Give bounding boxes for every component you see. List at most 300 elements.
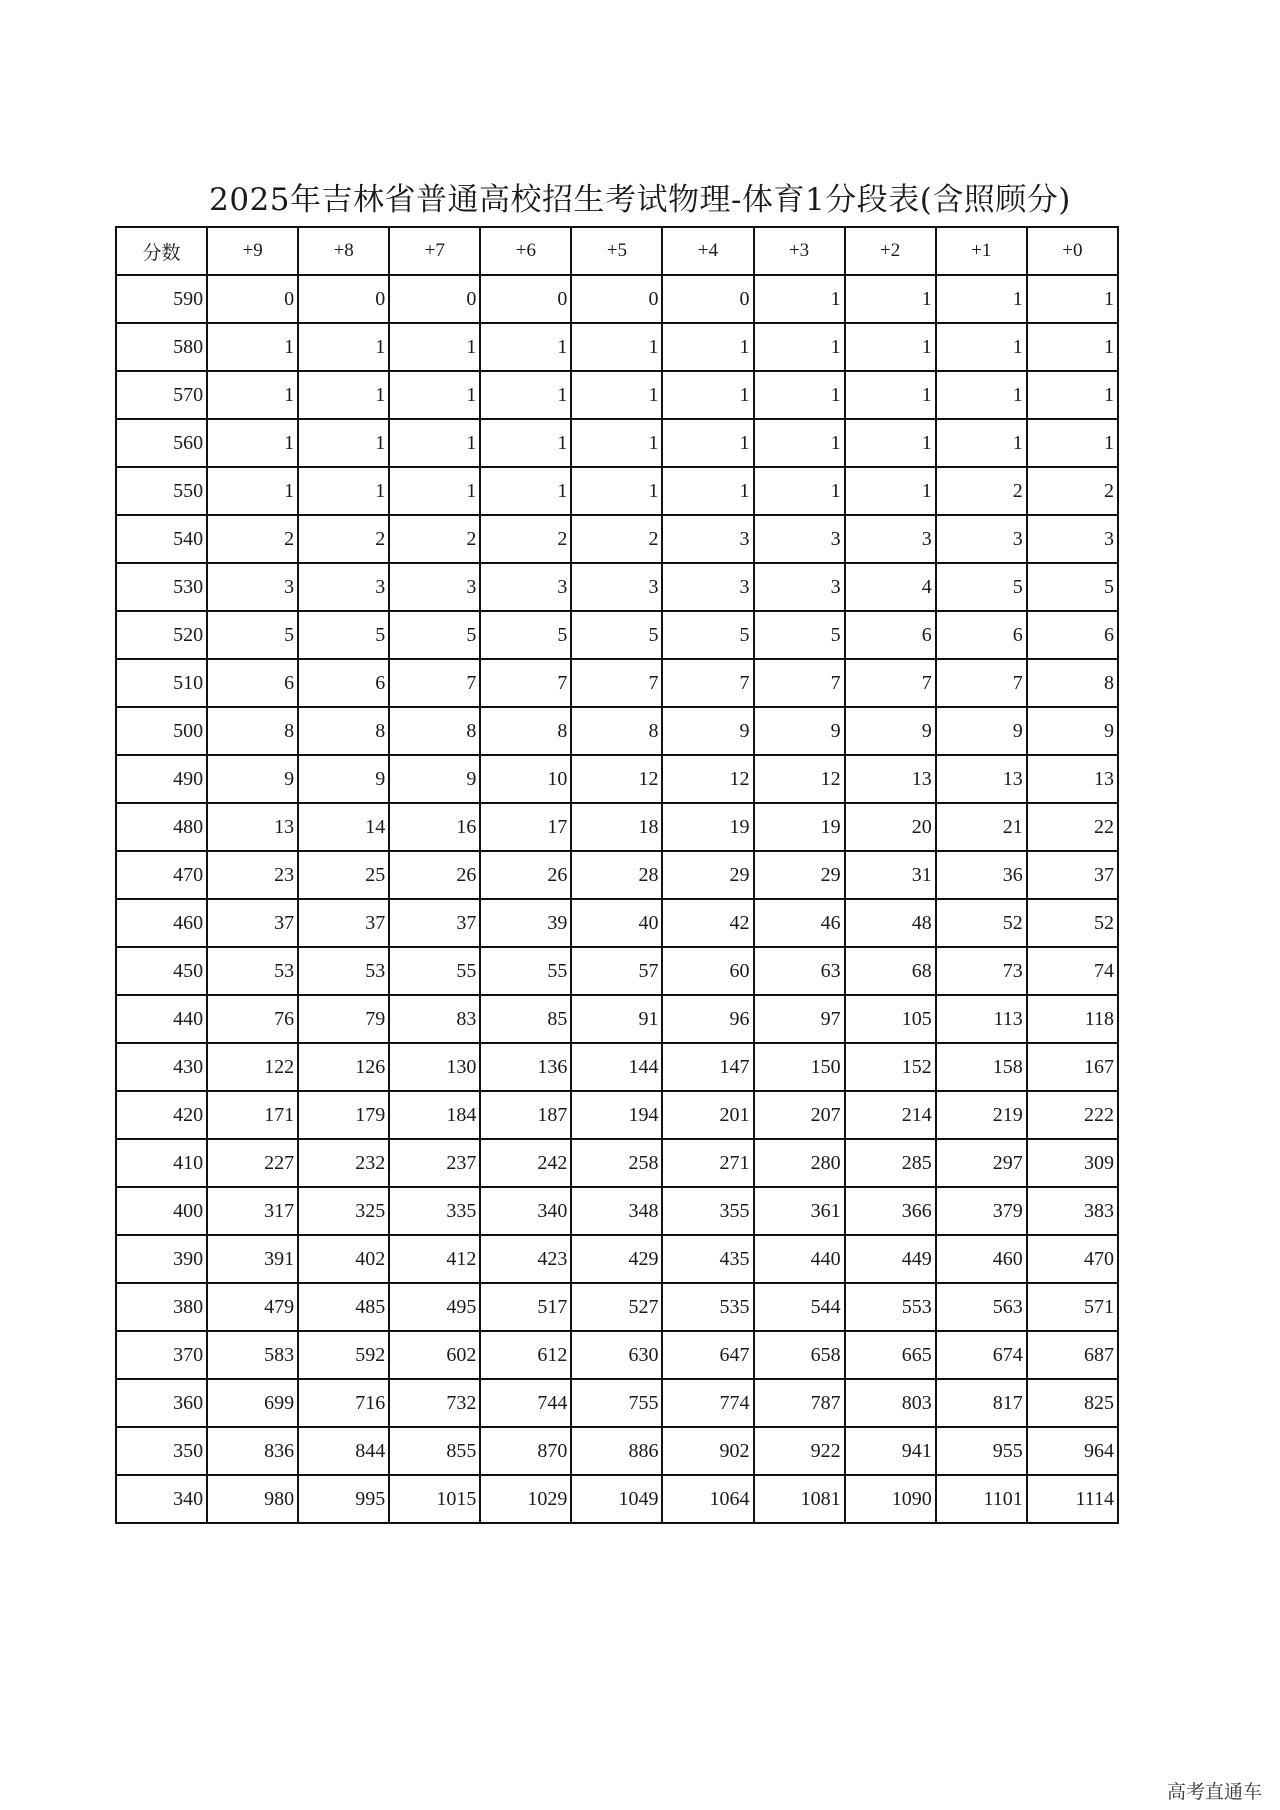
- count-cell: 563: [936, 1283, 1027, 1331]
- table-body: [116, 275, 1118, 1523]
- count-cell: 63: [754, 947, 845, 995]
- count-cell: 6: [298, 659, 389, 707]
- score-cell: 530: [116, 563, 207, 611]
- count-cell: 379: [936, 1187, 1027, 1235]
- count-cell: 23: [207, 851, 298, 899]
- count-cell: 3: [207, 563, 298, 611]
- count-cell: 17: [480, 803, 571, 851]
- count-cell: 2: [298, 515, 389, 563]
- count-cell: 242: [480, 1139, 571, 1187]
- count-cell: 26: [389, 851, 480, 899]
- count-cell: 12: [662, 755, 753, 803]
- count-cell: 348: [571, 1187, 662, 1235]
- count-cell: 8: [1027, 659, 1118, 707]
- count-cell: 571: [1027, 1283, 1118, 1331]
- count-cell: 85: [480, 995, 571, 1043]
- count-cell: 21: [936, 803, 1027, 851]
- count-cell: 402: [298, 1235, 389, 1283]
- count-cell: 19: [754, 803, 845, 851]
- table-row: [116, 563, 1118, 611]
- count-cell: 40: [571, 899, 662, 947]
- count-cell: 9: [662, 707, 753, 755]
- count-cell: 732: [389, 1379, 480, 1427]
- table-row: [116, 275, 1118, 323]
- count-cell: 5: [480, 611, 571, 659]
- count-cell: 3: [845, 515, 936, 563]
- count-cell: 271: [662, 1139, 753, 1187]
- count-cell: 1: [298, 467, 389, 515]
- page-title: 2025年吉林省普通高校招生考试物理-体育1分段表(含照顾分): [209, 182, 1071, 218]
- count-cell: 1: [480, 467, 571, 515]
- count-cell: 1: [754, 371, 845, 419]
- count-cell: 3: [936, 515, 1027, 563]
- count-cell: 1: [207, 419, 298, 467]
- count-cell: 902: [662, 1427, 753, 1475]
- count-cell: 440: [754, 1235, 845, 1283]
- count-cell: 1: [1027, 419, 1118, 467]
- count-cell: 187: [480, 1091, 571, 1139]
- count-cell: 232: [298, 1139, 389, 1187]
- count-cell: 13: [1027, 755, 1118, 803]
- count-cell: 941: [845, 1427, 936, 1475]
- count-cell: 1: [480, 323, 571, 371]
- count-cell: 1: [1027, 275, 1118, 323]
- count-cell: 237: [389, 1139, 480, 1187]
- table-row: [116, 947, 1118, 995]
- count-cell: 2: [936, 467, 1027, 515]
- count-cell: 5: [936, 563, 1027, 611]
- count-cell: 553: [845, 1283, 936, 1331]
- count-cell: 3: [571, 563, 662, 611]
- table-row: [116, 1331, 1118, 1379]
- count-cell: 13: [207, 803, 298, 851]
- count-cell: 1: [571, 419, 662, 467]
- header-score: 分数: [116, 227, 207, 275]
- score-cell: 390: [116, 1235, 207, 1283]
- count-cell: 10: [480, 755, 571, 803]
- table-row: [116, 1235, 1118, 1283]
- count-cell: 68: [845, 947, 936, 995]
- count-cell: 2: [207, 515, 298, 563]
- count-cell: 1: [936, 323, 1027, 371]
- count-cell: 53: [207, 947, 298, 995]
- score-cell: 380: [116, 1283, 207, 1331]
- count-cell: 3: [754, 515, 845, 563]
- table-row: [116, 1187, 1118, 1235]
- score-cell: 360: [116, 1379, 207, 1427]
- count-cell: 31: [845, 851, 936, 899]
- count-cell: 6: [1027, 611, 1118, 659]
- count-cell: 1015: [389, 1475, 480, 1523]
- count-cell: 57: [571, 947, 662, 995]
- header-bonus-4: +6: [480, 227, 571, 275]
- count-cell: 435: [662, 1235, 753, 1283]
- table-row: [116, 1379, 1118, 1427]
- count-cell: 42: [662, 899, 753, 947]
- header-bonus-5: +5: [571, 227, 662, 275]
- count-cell: 29: [662, 851, 753, 899]
- count-cell: 870: [480, 1427, 571, 1475]
- count-cell: 1: [571, 323, 662, 371]
- count-cell: 60: [662, 947, 753, 995]
- score-cell: 420: [116, 1091, 207, 1139]
- score-cell: 440: [116, 995, 207, 1043]
- count-cell: 1: [662, 467, 753, 515]
- table-row: [116, 995, 1118, 1043]
- count-cell: 1: [754, 419, 845, 467]
- count-cell: 3: [298, 563, 389, 611]
- count-cell: 592: [298, 1331, 389, 1379]
- score-cell: 580: [116, 323, 207, 371]
- count-cell: 113: [936, 995, 1027, 1043]
- score-cell: 430: [116, 1043, 207, 1091]
- count-cell: 470: [1027, 1235, 1118, 1283]
- count-cell: 36: [936, 851, 1027, 899]
- count-cell: 37: [1027, 851, 1118, 899]
- count-cell: 74: [1027, 947, 1118, 995]
- count-cell: 0: [389, 275, 480, 323]
- score-cell: 570: [116, 371, 207, 419]
- count-cell: 53: [298, 947, 389, 995]
- count-cell: 171: [207, 1091, 298, 1139]
- count-cell: 3: [754, 563, 845, 611]
- count-cell: 699: [207, 1379, 298, 1427]
- count-cell: 5: [1027, 563, 1118, 611]
- count-cell: 194: [571, 1091, 662, 1139]
- header-bonus-8: +2: [845, 227, 936, 275]
- table-row: [116, 1283, 1118, 1331]
- watermark: 高考直通车: [1166, 1781, 1262, 1803]
- table-row: [116, 851, 1118, 899]
- count-cell: 1: [1027, 371, 1118, 419]
- count-cell: 583: [207, 1331, 298, 1379]
- count-cell: 7: [845, 659, 936, 707]
- count-cell: 1029: [480, 1475, 571, 1523]
- count-cell: 8: [298, 707, 389, 755]
- count-cell: 817: [936, 1379, 1027, 1427]
- count-cell: 1: [754, 467, 845, 515]
- header-row: [116, 227, 1118, 275]
- count-cell: 179: [298, 1091, 389, 1139]
- count-cell: 48: [845, 899, 936, 947]
- count-cell: 1: [298, 323, 389, 371]
- count-cell: 9: [1027, 707, 1118, 755]
- score-cell: 520: [116, 611, 207, 659]
- score-cell: 450: [116, 947, 207, 995]
- count-cell: 1: [207, 371, 298, 419]
- count-cell: 76: [207, 995, 298, 1043]
- count-cell: 97: [754, 995, 845, 1043]
- count-cell: 744: [480, 1379, 571, 1427]
- table-row: [116, 419, 1118, 467]
- count-cell: 9: [389, 755, 480, 803]
- count-cell: 1: [571, 371, 662, 419]
- count-cell: 1: [936, 419, 1027, 467]
- count-cell: 13: [936, 755, 1027, 803]
- count-cell: 52: [936, 899, 1027, 947]
- score-distribution-table: [115, 226, 1119, 1524]
- score-cell: 340: [116, 1475, 207, 1523]
- score-cell: 480: [116, 803, 207, 851]
- count-cell: 855: [389, 1427, 480, 1475]
- count-cell: 8: [389, 707, 480, 755]
- count-cell: 340: [480, 1187, 571, 1235]
- header-bonus-7: +3: [754, 227, 845, 275]
- table-row: [116, 1043, 1118, 1091]
- count-cell: 844: [298, 1427, 389, 1475]
- count-cell: 91: [571, 995, 662, 1043]
- count-cell: 52: [1027, 899, 1118, 947]
- count-cell: 527: [571, 1283, 662, 1331]
- count-cell: 1: [480, 371, 571, 419]
- count-cell: 886: [571, 1427, 662, 1475]
- count-cell: 158: [936, 1043, 1027, 1091]
- count-cell: 46: [754, 899, 845, 947]
- count-cell: 5: [754, 611, 845, 659]
- count-cell: 964: [1027, 1427, 1118, 1475]
- count-cell: 317: [207, 1187, 298, 1235]
- header-bonus-1: +9: [207, 227, 298, 275]
- count-cell: 3: [1027, 515, 1118, 563]
- count-cell: 2: [480, 515, 571, 563]
- count-cell: 479: [207, 1283, 298, 1331]
- count-cell: 214: [845, 1091, 936, 1139]
- count-cell: 6: [936, 611, 1027, 659]
- count-cell: 227: [207, 1139, 298, 1187]
- count-cell: 1: [936, 371, 1027, 419]
- count-cell: 1090: [845, 1475, 936, 1523]
- score-cell: 460: [116, 899, 207, 947]
- count-cell: 37: [298, 899, 389, 947]
- count-cell: 1: [571, 467, 662, 515]
- count-cell: 37: [207, 899, 298, 947]
- count-cell: 423: [480, 1235, 571, 1283]
- count-cell: 7: [936, 659, 1027, 707]
- count-cell: 55: [389, 947, 480, 995]
- count-cell: 412: [389, 1235, 480, 1283]
- table-row: [116, 467, 1118, 515]
- count-cell: 517: [480, 1283, 571, 1331]
- count-cell: 922: [754, 1427, 845, 1475]
- count-cell: 1: [662, 419, 753, 467]
- count-cell: 630: [571, 1331, 662, 1379]
- count-cell: 955: [936, 1427, 1027, 1475]
- count-cell: 280: [754, 1139, 845, 1187]
- count-cell: 0: [207, 275, 298, 323]
- count-cell: 1: [480, 419, 571, 467]
- count-cell: 716: [298, 1379, 389, 1427]
- count-cell: 995: [298, 1475, 389, 1523]
- count-cell: 25: [298, 851, 389, 899]
- count-cell: 1114: [1027, 1475, 1118, 1523]
- count-cell: 361: [754, 1187, 845, 1235]
- table-row: [116, 1139, 1118, 1187]
- count-cell: 14: [298, 803, 389, 851]
- count-cell: 3: [662, 563, 753, 611]
- count-cell: 9: [845, 707, 936, 755]
- count-cell: 1: [754, 275, 845, 323]
- count-cell: 222: [1027, 1091, 1118, 1139]
- count-cell: 126: [298, 1043, 389, 1091]
- table-row: [116, 707, 1118, 755]
- count-cell: 383: [1027, 1187, 1118, 1235]
- count-cell: 152: [845, 1043, 936, 1091]
- count-cell: 2: [1027, 467, 1118, 515]
- count-cell: 5: [298, 611, 389, 659]
- score-cell: 370: [116, 1331, 207, 1379]
- count-cell: 366: [845, 1187, 936, 1235]
- count-cell: 1049: [571, 1475, 662, 1523]
- count-cell: 12: [571, 755, 662, 803]
- count-cell: 7: [662, 659, 753, 707]
- count-cell: 5: [662, 611, 753, 659]
- count-cell: 219: [936, 1091, 1027, 1139]
- count-cell: 825: [1027, 1379, 1118, 1427]
- count-cell: 1: [389, 419, 480, 467]
- table-row: [116, 371, 1118, 419]
- count-cell: 22: [1027, 803, 1118, 851]
- count-cell: 2: [389, 515, 480, 563]
- count-cell: 429: [571, 1235, 662, 1283]
- count-cell: 787: [754, 1379, 845, 1427]
- count-cell: 602: [389, 1331, 480, 1379]
- table-row: [116, 611, 1118, 659]
- count-cell: 184: [389, 1091, 480, 1139]
- count-cell: 83: [389, 995, 480, 1043]
- score-cell: 350: [116, 1427, 207, 1475]
- count-cell: 7: [389, 659, 480, 707]
- count-cell: 1064: [662, 1475, 753, 1523]
- count-cell: 1: [662, 323, 753, 371]
- count-cell: 1: [298, 371, 389, 419]
- count-cell: 19: [662, 803, 753, 851]
- count-cell: 144: [571, 1043, 662, 1091]
- table-row: [116, 755, 1118, 803]
- count-cell: 485: [298, 1283, 389, 1331]
- count-cell: 8: [207, 707, 298, 755]
- count-cell: 1: [754, 323, 845, 371]
- score-cell: 410: [116, 1139, 207, 1187]
- count-cell: 980: [207, 1475, 298, 1523]
- table-row: [116, 323, 1118, 371]
- count-cell: 18: [571, 803, 662, 851]
- count-cell: 3: [480, 563, 571, 611]
- count-cell: 449: [845, 1235, 936, 1283]
- count-cell: 1: [845, 323, 936, 371]
- count-cell: 687: [1027, 1331, 1118, 1379]
- count-cell: 20: [845, 803, 936, 851]
- count-cell: 79: [298, 995, 389, 1043]
- count-cell: 309: [1027, 1139, 1118, 1187]
- count-cell: 1: [845, 371, 936, 419]
- count-cell: 1: [298, 419, 389, 467]
- count-cell: 612: [480, 1331, 571, 1379]
- count-cell: 13: [845, 755, 936, 803]
- header-bonus-6: +4: [662, 227, 753, 275]
- count-cell: 9: [298, 755, 389, 803]
- count-cell: 28: [571, 851, 662, 899]
- count-cell: 130: [389, 1043, 480, 1091]
- count-cell: 755: [571, 1379, 662, 1427]
- count-cell: 0: [480, 275, 571, 323]
- count-cell: 665: [845, 1331, 936, 1379]
- table-row: [116, 1091, 1118, 1139]
- count-cell: 3: [662, 515, 753, 563]
- count-cell: 658: [754, 1331, 845, 1379]
- count-cell: 1: [662, 371, 753, 419]
- count-cell: 495: [389, 1283, 480, 1331]
- count-cell: 12: [754, 755, 845, 803]
- count-cell: 9: [207, 755, 298, 803]
- count-cell: 335: [389, 1187, 480, 1235]
- count-cell: 105: [845, 995, 936, 1043]
- count-cell: 1101: [936, 1475, 1027, 1523]
- table-row: [116, 515, 1118, 563]
- count-cell: 5: [207, 611, 298, 659]
- score-cell: 490: [116, 755, 207, 803]
- count-cell: 2: [571, 515, 662, 563]
- header-bonus-2: +8: [298, 227, 389, 275]
- count-cell: 1: [389, 371, 480, 419]
- count-cell: 1: [389, 323, 480, 371]
- score-cell: 560: [116, 419, 207, 467]
- count-cell: 5: [571, 611, 662, 659]
- table-header: [116, 227, 1118, 275]
- count-cell: 7: [571, 659, 662, 707]
- count-cell: 325: [298, 1187, 389, 1235]
- score-cell: 400: [116, 1187, 207, 1235]
- score-cell: 550: [116, 467, 207, 515]
- count-cell: 9: [936, 707, 1027, 755]
- table-row: [116, 659, 1118, 707]
- count-cell: 136: [480, 1043, 571, 1091]
- count-cell: 7: [480, 659, 571, 707]
- count-cell: 1: [207, 467, 298, 515]
- count-cell: 674: [936, 1331, 1027, 1379]
- count-cell: 1: [845, 419, 936, 467]
- score-cell: 470: [116, 851, 207, 899]
- count-cell: 1: [389, 467, 480, 515]
- count-cell: 544: [754, 1283, 845, 1331]
- count-cell: 1: [1027, 323, 1118, 371]
- count-cell: 167: [1027, 1043, 1118, 1091]
- score-cell: 590: [116, 275, 207, 323]
- header-bonus-9: +1: [936, 227, 1027, 275]
- count-cell: 6: [207, 659, 298, 707]
- count-cell: 0: [571, 275, 662, 323]
- count-cell: 1081: [754, 1475, 845, 1523]
- count-cell: 285: [845, 1139, 936, 1187]
- count-cell: 147: [662, 1043, 753, 1091]
- count-cell: 8: [571, 707, 662, 755]
- count-cell: 29: [754, 851, 845, 899]
- count-cell: 535: [662, 1283, 753, 1331]
- count-cell: 6: [845, 611, 936, 659]
- count-cell: 96: [662, 995, 753, 1043]
- count-cell: 8: [480, 707, 571, 755]
- count-cell: 201: [662, 1091, 753, 1139]
- count-cell: 122: [207, 1043, 298, 1091]
- count-cell: 1: [936, 275, 1027, 323]
- count-cell: 1: [845, 275, 936, 323]
- count-cell: 355: [662, 1187, 753, 1235]
- count-cell: 118: [1027, 995, 1118, 1043]
- header-bonus-3: +7: [389, 227, 480, 275]
- header-bonus-10: +0: [1027, 227, 1118, 275]
- table-row: [116, 1427, 1118, 1475]
- table-row: [116, 899, 1118, 947]
- count-cell: 37: [389, 899, 480, 947]
